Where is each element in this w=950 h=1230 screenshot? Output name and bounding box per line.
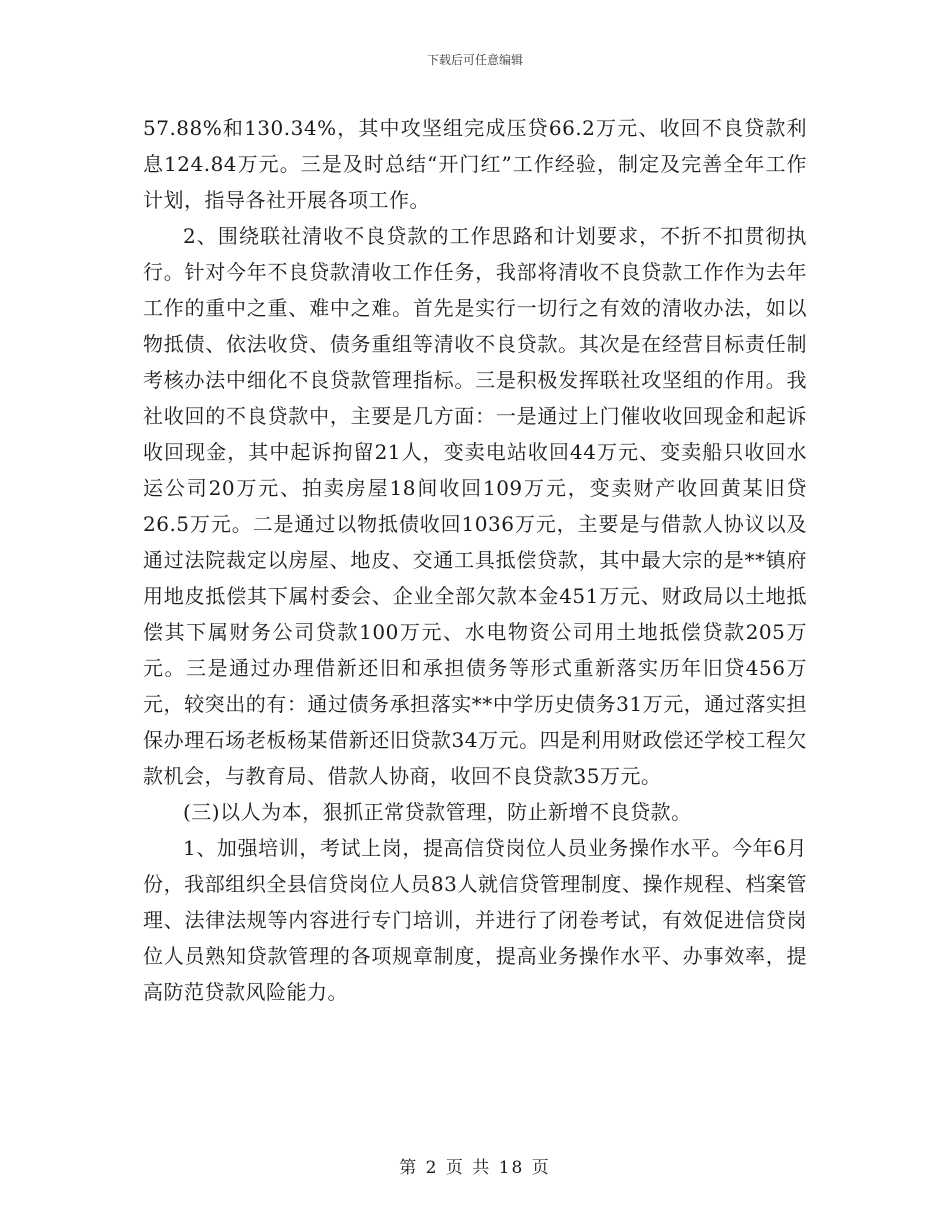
page-number-footer: 第 2 页 共 18 页	[399, 1158, 551, 1178]
section-heading-3: (三)以人为本，狠抓正常贷款管理，防止新增不良贷款。	[183, 800, 692, 824]
page-header: 下载后可任意编辑	[426, 53, 523, 67]
document-body	[143, 110, 807, 1010]
paragraph-1: 57.88%和130.34%，其中攻坚组完成压贷66.2万元、收回不良贷款利息124.84万元。三是及时总结“开门红”工作经验，制定及完善全年工作计划，指导各社开展各项工作。	[143, 116, 807, 212]
paragraph-4: 1、加强培训，考试上岗，提高信贷岗位人员业务操作水平。今年6月份，我部组织全县信贷岗位人员83人就信贷管理制度、操作规程、档案管理、法律法规等内容进行专门培训，并进行了闭卷考试，有效促进信贷岗位人员熟知贷款管理的各项规章制度，提高业务操作水平、办事效率，提高防范贷款风险能力。	[143, 836, 807, 1004]
paragraph-2: 2、围绕联社清收不良贷款的工作思路和计划要求，不折不扣贯彻执行。针对今年不良贷款清收工作任务，我部将清收不良贷款工作作为去年工作的重中之重、难中之难。首先是实行一切行之有效的清收办法，如以物抵债、依法收贷、债务重组等清收不良贷款。其次是在经营目标责任制考核办法中细化不良贷款管理指标。三是积极发挥联社攻坚组的作用。我社收回的不良贷款中，主要是几方面：一是通过上门催收收回现金和起诉收回现金，其中起诉拘留21人，变卖电站收回44万元、变卖船只收回水运公司20万元、拍卖房屋18间收回109万元，变卖财产收回黄某旧贷26.5万元。二是通过以物抵债收回1036万元，主要是与借款人协议以及通过法院裁定以房屋、地皮、交通工具抵偿贷款，其中最大宗的是**镇府用地皮抵偿其下属村委会、企业全部欠款本金451万元、财政局以土地抵偿其下属财务公司贷款100万元、水电物资公司用土地抵偿贷款205万元。三是通过办理借新还旧和承担债务等形式重新落实历年旧贷456万元，较突出的有：通过债务承担落实**中学历史债务31万元，通过落实担保办理石场老板杨某借新还旧贷款34万元。四是利用财政偿还学校工程欠款机会，与教育局、借款人协商，收回不良贷款35万元。	[143, 224, 807, 788]
